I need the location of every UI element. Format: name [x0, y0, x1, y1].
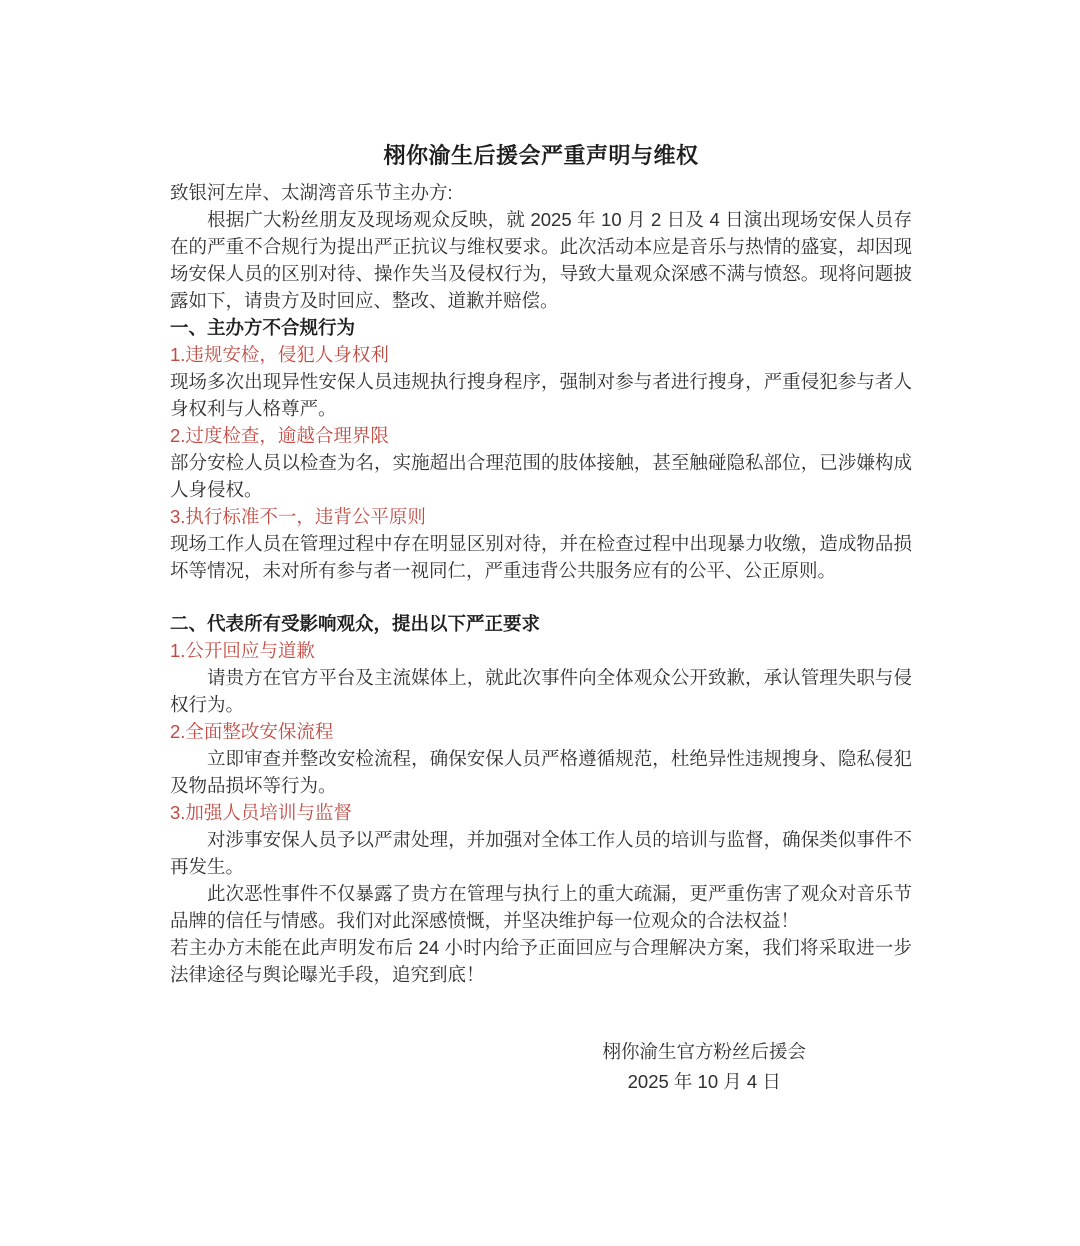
salutation-line: 致银河左岸、太湖湾音乐节主办方:: [170, 182, 453, 203]
signature-name: 栩你渝生官方粉丝后援会: [602, 1041, 806, 1062]
violation-3-title: 3.执行标准不一，违背公平原则: [170, 506, 426, 527]
document-title: 栩你渝生后援会严重声明与维权: [383, 143, 699, 168]
violation-2-title: 2.过度检查，逾越合理界限: [170, 425, 389, 446]
demand-2-title: 2.全面整改安保流程: [170, 721, 334, 742]
violation-3-body: 现场工作人员在管理过程中存在明显区别对待，并在检查过程中出现暴力收缴，造成物品损坏等情况，未对所有参与者一视同仁，严重违背公共服务应有的公平、公正原则。: [170, 533, 912, 581]
demand-1-title: 1.公开回应与道歉: [170, 640, 315, 661]
closing-paragraph-2: 若主办方未能在此声明发布后 24 小时内给予正面回应与合理解决方案，我们将采取进一步法律途径与舆论曝光手段，追究到底！: [170, 937, 912, 985]
closing-paragraph-1: 此次恶性事件不仅暴露了贵方在管理与执行上的重大疏漏，更严重伤害了观众对音乐节品牌的信任与情感。我们对此深感愤慨，并坚决维护每一位观众的合法权益！: [170, 883, 912, 931]
violation-2-body: 部分安检人员以检查为名，实施超出合理范围的肢体接触，甚至触碰隐私部位，已涉嫌构成人身侵权。: [170, 452, 912, 500]
signature-block: [170, 1037, 912, 1097]
signature-date: 2025 年 10 月 4 日: [627, 1071, 781, 1092]
violation-1-title: 1.违规安检，侵犯人身权利: [170, 344, 389, 365]
violation-1-body: 现场多次出现异性安保人员违规执行搜身程序，强制对参与者进行搜身，严重侵犯参与者人身权利与人格尊严。: [170, 371, 912, 419]
section-1-heading: 一、主办方不合规行为: [170, 317, 356, 338]
intro-paragraph: 根据广大粉丝朋友及现场观众反映，就 2025 年 10 月 2 日及 4 日演出现场安保人员存在的严重不合规行为提出严正抗议与维权要求。此次活动本应是音乐与热情的盛宴，却因现场安保人员的区别对待、操作失当及侵权行为，导致大量观众深感不满与愤怒。现将问题披露如下，请贵方及时回应、整改、道歉并赔偿。: [170, 209, 912, 311]
demand-3-title: 3.加强人员培训与监督: [170, 802, 352, 823]
demand-3-body: 对涉事安保人员予以严肃处理，并加强对全体工作人员的培训与监督，确保类似事件不再发生。: [170, 829, 912, 877]
section-2-heading: 二、代表所有受影响观众，提出以下严正要求: [170, 613, 541, 634]
demand-2-body: 立即审查并整改安检流程，确保安保人员严格遵循规范，杜绝异性违规搜身、隐私侵犯及物品损坏等行为。: [170, 748, 912, 796]
demand-1-body: 请贵方在官方平台及主流媒体上，就此次事件向全体观众公开致歉，承认管理失职与侵权行为。: [170, 667, 912, 715]
